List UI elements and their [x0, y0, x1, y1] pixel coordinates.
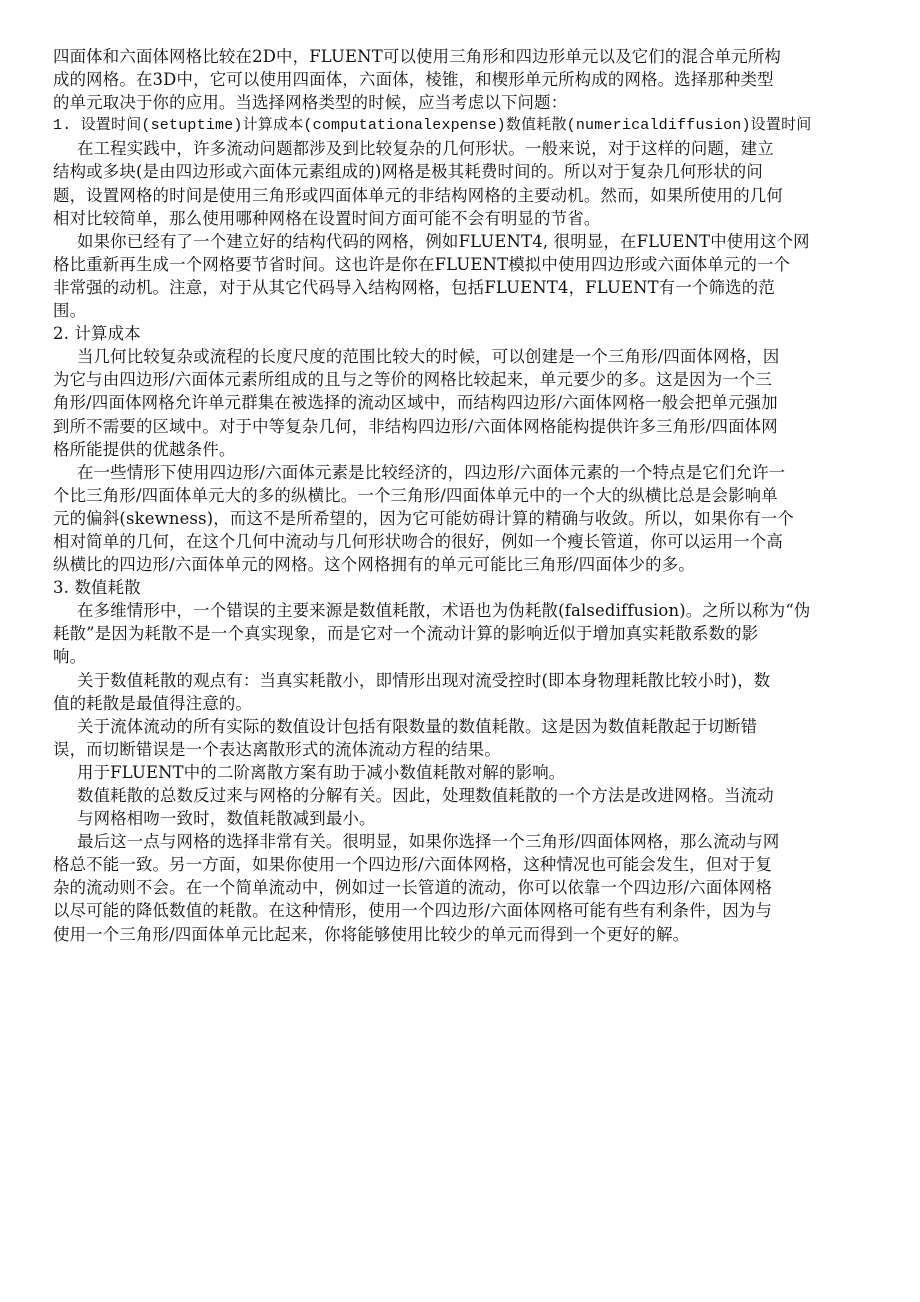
text-line: 题，设置网格的时间是使用三角形或四面体单元的非结构网格的主要动机。然而，如果所使用的几何 — [53, 185, 783, 205]
text-line: 数值耗散的总数反过来与网格的分解有关。因此，处理数值耗散的一个方法是改进网格。当流动 — [77, 786, 774, 805]
text-line: 用于FLUENT中的二阶离散方案有助于减小数值耗散对解的影响。 — [77, 762, 566, 782]
text-line: 到所不需要的区域中。对于中等复杂几何，非结构四边形/六面体网格能构提供许多三角形/四面体网 — [53, 416, 778, 436]
text-line: 在工程实践中，许多流动问题都涉及到比较复杂的几何形状。一般来说，对于这样的问题，建立 — [77, 139, 774, 159]
document-page — [53, 45, 873, 946]
text-line: 的单元取决于你的应用。当选择网格类型的时候，应当考虑以下问题： — [53, 93, 568, 113]
text-line: 杂的流动则不会。在一个简单流动中，例如过一长管道的流动，你可以依靠一个四边形/六面体网格 — [53, 878, 773, 898]
text-line: 值的耗散是最值得注意的。 — [53, 693, 253, 713]
text-line: 误，而切断错误是一个表达离散形式的流体流动方程的结果。 — [53, 739, 501, 759]
text-line: 元的偏斜(skewness)，而这不是所希望的，因为它可能妨碍计算的精确与收敛。所以，如果你有一个 — [53, 508, 794, 528]
text-line: 结构或多块(是由四边形或六面体元素组成的)网格是极其耗费时间的。所以对于复杂几何形状的问 — [53, 162, 763, 182]
text-line: 关于数值耗散的观点有：当真实耗散小，即情形出现对流受控时(即本身物理耗散比较小时)，数 — [77, 670, 771, 690]
text-line: 关于流体流动的所有实际的数值设计包括有限数量的数值耗散。这是因为数值耗散起于切断错 — [77, 716, 758, 736]
text-line: 格所能提供的优越条件。 — [53, 439, 236, 459]
text-line: 使用一个三角形/四面体单元比起来，你将能够使用比较少的单元而得到一个更好的解。 — [53, 924, 690, 944]
text-line: 3. 数值耗散 — [53, 578, 141, 598]
text-line: 1. 设置时间(setuptime)计算成本(computationalexpense)数值耗散(numericaldiffusion)设置时间 — [53, 117, 812, 135]
text-line: 耗散”是因为耗散不是一个真实现象，而是它对一个流动计算的影响近似于增加真实耗散系数的影 — [53, 624, 759, 644]
text-line: 为它与由四边形/六面体元素所组成的且与之等价的网格比较起来，单元要少的多。这是因为一个三 — [53, 370, 773, 390]
text-line: 2. 计算成本 — [53, 324, 141, 344]
text-line: 如果你已经有了一个建立好的结构代码的网格，例如FLUENT4, 很明显，在FLUENT中使用这个网 — [77, 231, 810, 251]
text-line: 与网格相吻一致时，数值耗散减到最小。 — [77, 809, 376, 829]
text-line: 围。 — [53, 301, 87, 321]
text-line: 在一些情形下使用四边形/六面体元素是比较经济的，四边形/六面体元素的一个特点是它们允许一 — [77, 462, 786, 482]
text-line: 在多维情形中，一个错误的主要来源是数值耗散，术语也为伪耗散(falsediffusion)。之所以称为“伪 — [77, 601, 811, 621]
text-line: 角形/四面体网格允许单元群集在被选择的流动区域中，而结构四边形/六面体网格一般会把单元强加 — [53, 393, 778, 413]
text-line: 格比重新再生成一个网格要节省时间。这也许是你在FLUENT模拟中使用四边形或六面体单元的一个 — [53, 254, 791, 274]
text-line: 最后这一点与网格的选择非常有关。很明显，如果你选择一个三角形/四面体网格，那么流动与网 — [77, 832, 780, 852]
text-line: 当几何比较复杂或流程的长度尺度的范围比较大的时候，可以创建是一个三角形/四面体网格，因 — [77, 347, 780, 367]
text-line: 纵横比的四边形/六面体单元的网格。这个网格拥有的单元可能比三角形/四面体少的多。 — [53, 555, 695, 575]
text-line: 个比三角形/四面体单元大的多的纵横比。一个三角形/四面体单元中的一个大的纵横比总是会影响单 — [53, 485, 778, 505]
text-line: 相对简单的几何，在这个几何中流动与几何形状吻合的很好，例如一个瘦长管道，你可以运用一个高 — [53, 531, 783, 551]
text-line: 以尽可能的降低数值的耗散。在这种情形，使用一个四边形/六面体网格可能有些有利条件，因为与 — [53, 901, 773, 921]
text-line: 四面体和六面体网格比较在2D中，FLUENT可以使用三角形和四边形单元以及它们的混合单元所构 — [53, 47, 782, 66]
text-line: 响。 — [53, 647, 87, 667]
text-line: 非常强的动机。注意，对于从其它代码导入结构网格，包括FLUENT4，FLUENT有一个筛选的范 — [53, 277, 775, 297]
text-line: 相对比较简单，那么使用哪种网格在设置时间方面可能不会有明显的节省。 — [53, 208, 601, 228]
text-line: 格总不能一致。另一方面，如果你使用一个四边形/六面体网格，这种情况也可能会发生，但对于复 — [53, 855, 773, 875]
text-line: 成的网格。在3D中，它可以使用四面体，六面体，棱锥，和楔形单元所构成的网格。选择那种类型 — [53, 70, 774, 90]
